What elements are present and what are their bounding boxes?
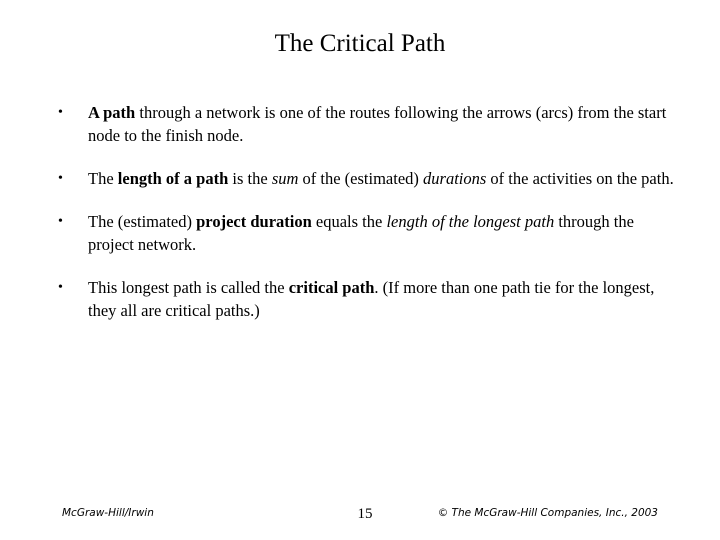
bullet-text bbox=[88, 278, 654, 320]
bullet-item bbox=[58, 167, 678, 190]
text-normal: is the bbox=[228, 169, 272, 188]
bullet-dot: • bbox=[58, 171, 63, 186]
text-italic: durations bbox=[423, 169, 487, 188]
footer-copyright: © The McGraw-Hill Companies, Inc., 2003 bbox=[437, 507, 658, 519]
text-normal: equals the bbox=[311, 212, 387, 231]
text-normal: of the (estimated) bbox=[298, 169, 424, 188]
text-bold: length of a path bbox=[117, 169, 229, 188]
slide-title: The Critical Path bbox=[274, 30, 446, 57]
text-bold: project duration bbox=[196, 212, 312, 231]
text-normal: through the project network. bbox=[88, 212, 634, 254]
bullet-list bbox=[58, 101, 678, 342]
bullet-text bbox=[88, 212, 634, 254]
text-italic: sum bbox=[271, 169, 299, 188]
footer-publisher: McGraw-Hill/Irwin bbox=[62, 507, 154, 519]
bullet-item bbox=[58, 276, 678, 322]
footer-page-number: 15 bbox=[357, 506, 373, 522]
text-normal: of the activities on the path. bbox=[486, 169, 674, 188]
text-bold: critical path bbox=[288, 278, 375, 297]
text-normal: . (If more than one path tie for the longest, they all are critical paths.) bbox=[88, 278, 655, 320]
bullet-dot: • bbox=[58, 105, 63, 120]
bullet-text bbox=[88, 103, 666, 145]
bullet-dot: • bbox=[58, 214, 63, 229]
bullet-text bbox=[88, 169, 674, 188]
bullet-item bbox=[58, 210, 678, 256]
bullet-item bbox=[58, 101, 678, 147]
text-italic: length of the longest path bbox=[386, 212, 555, 231]
text-normal: The bbox=[88, 169, 118, 188]
text-normal: The (estimated) bbox=[88, 212, 197, 231]
bullet-dot: • bbox=[58, 280, 63, 295]
text-normal: through a network is one of the routes following the arrows (arcs) from the start node to the finish node. bbox=[88, 103, 667, 145]
text-bold: A path bbox=[88, 103, 136, 122]
text-normal: This longest path is called the bbox=[88, 278, 289, 297]
